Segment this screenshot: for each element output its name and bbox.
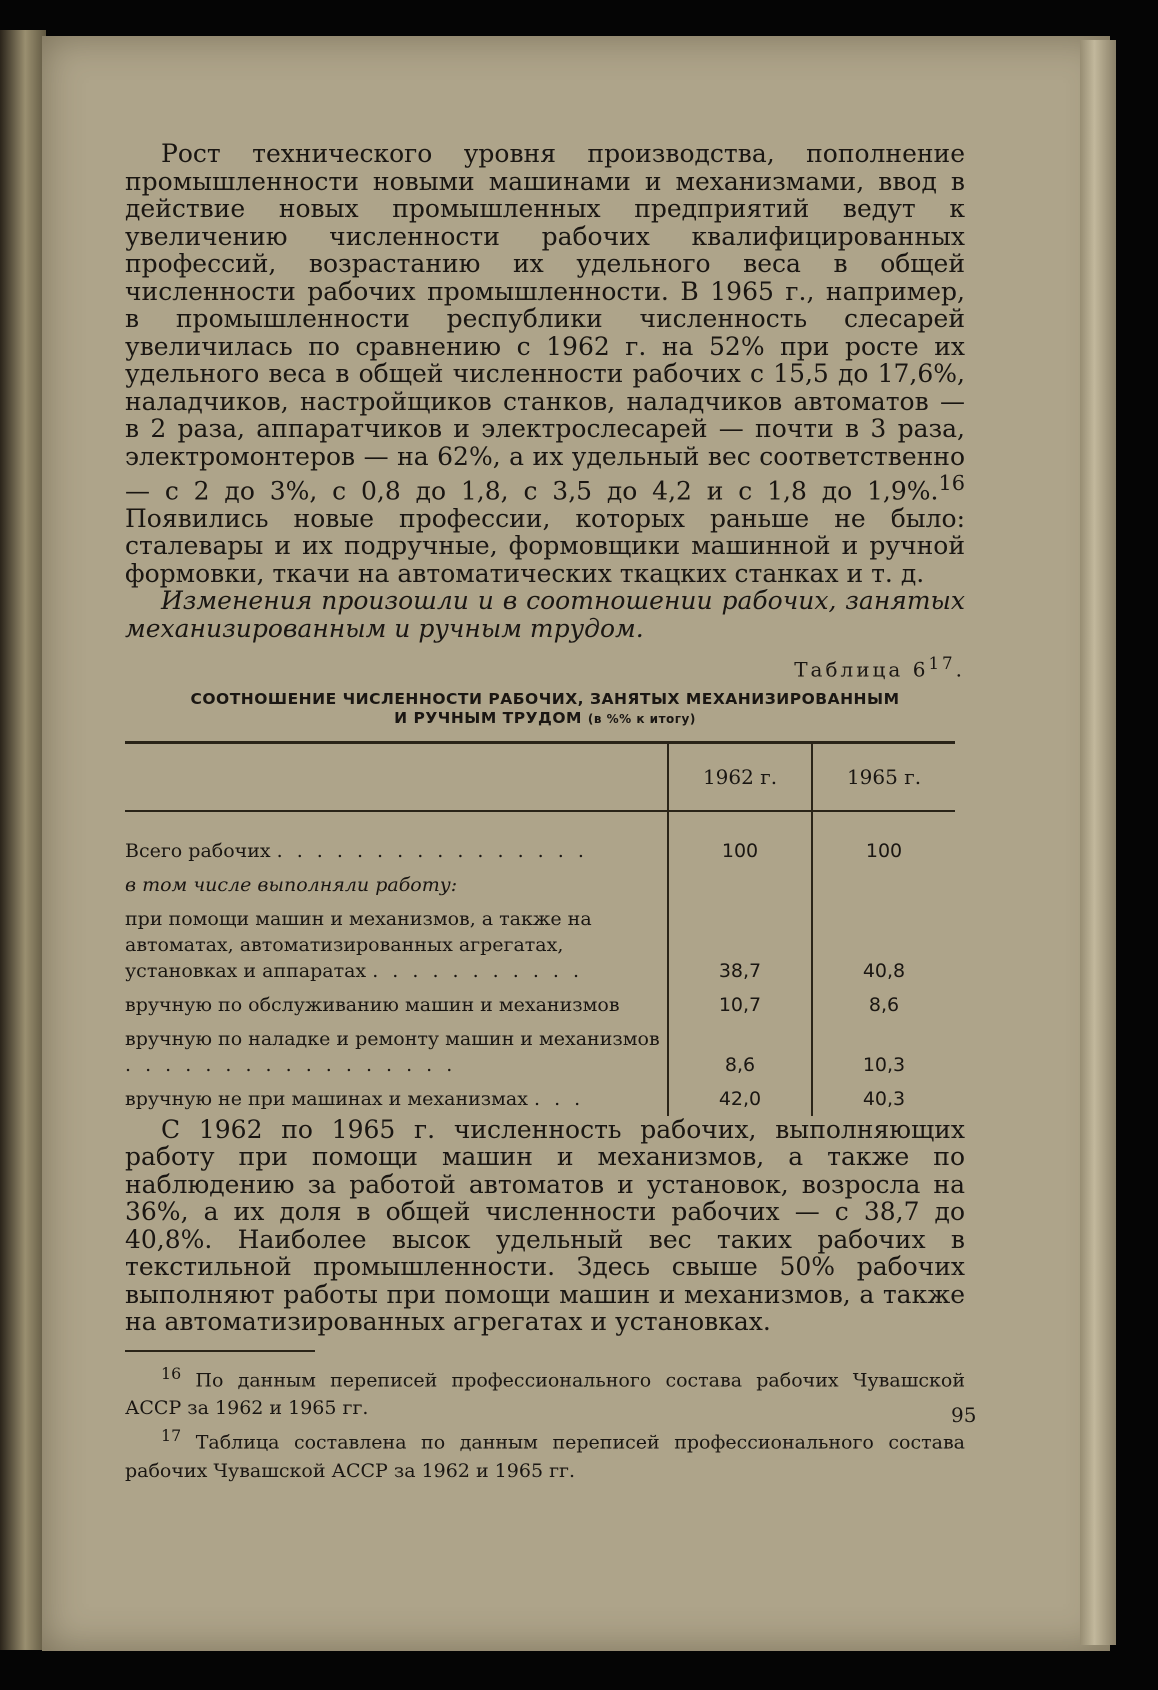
footnote-ref-17: 17 [928, 654, 956, 674]
cell-1965: 10,3 [812, 1022, 955, 1082]
cell-1962: 42,0 [668, 1082, 812, 1116]
cell-1965 [812, 868, 955, 902]
table-unit: (в %% к итогу) [587, 711, 696, 726]
footnote-mark: 17 [161, 1426, 182, 1446]
table-row [125, 902, 955, 988]
row-label: в том числе выполняли работу: [125, 873, 458, 896]
data-table [125, 741, 955, 1116]
table-row [125, 988, 955, 1022]
cell-1962: 100 [668, 834, 812, 868]
book-spine [0, 30, 46, 1650]
footnote-16: $^{16}$ По данным переписей профессионального состава рабочих Чувашской АССР за 1962 и 1965 гг. [125, 1363, 965, 1420]
table-title-line-2: И РУЧНЫМ ТРУДОМ (в %% к итогу) [394, 708, 696, 727]
row-label: при помощи машин и механизмов, а также на автоматах, автоматизированных агрегатах, установках и аппаратах . . . . . . . . . . . [125, 907, 592, 982]
footnote-ref-16: 16 [938, 471, 965, 495]
cell-1965: 8,6 [812, 988, 955, 1022]
leader-dots: . . . . . . . . . . . [372, 959, 584, 982]
cell-1962 [668, 868, 812, 902]
table-header-blank [125, 742, 668, 811]
table-row [125, 868, 955, 902]
row-label: вручную по наладке и ремонту машин и механизмов . . . . . . . . . . . . . . . . . [125, 1027, 660, 1076]
cell-1962: 38,7 [668, 902, 812, 988]
row-label: вручную по обслуживанию машин и механизмов [125, 993, 620, 1016]
paragraph-2: Изменения произошли и в соотношении рабочих, занятых механизированным и ручным трудом. [125, 586, 965, 643]
paragraph-1: Рост технического уровня производства, пополнение промышленности новыми машинами и механизмами, ввод в действие новых промышленных предприятий ведут к увеличению численности рабочих квалифицированных профессий, возрастанию их удельного веса в общей численности рабочих промышленности. В 1965 г., например, в промышленности республики численность слесарей увеличилась по сравнению с 1962 г. на 52% при росте их удельного веса в общей численности рабочих с 15,5 до 17,6%, наладчиков, настройщиков станков, наладчиков автоматов — в 2 раза, аппаратчиков и электрослесарей — почти в 3 раза, электромонтеров — на 62%, а их удельный вес соответственно — с 2 до 3%, с 0,8 до 1,8, с 3,5 до 4,2 и с 1,8 до 1,9%.$^{16}$ Появились новые профессии, которых раньше не было: сталевары и их подручные, формовщики машинной и ручной формовки, ткачи на автоматических ткацких станках и т. д. [125, 139, 965, 588]
row-label: вручную не при машинах и механизмах . . . [125, 1087, 585, 1110]
row-label: Всего рабочих . . . . . . . . . . . . . . . . [125, 839, 588, 862]
cell-1962: 10,7 [668, 988, 812, 1022]
table-row [125, 1082, 955, 1116]
table-header-1965: 1965 г. [812, 742, 955, 811]
table-row [125, 1022, 955, 1082]
footnote-17: $^{17}$ Таблица составлена по данным переписей профессионального состава рабочих Чувашской АССР за 1962 и 1965 гг. [125, 1426, 965, 1482]
page-number: 95 [951, 1403, 977, 1427]
footnote-rule [125, 1350, 315, 1352]
table-header-row [125, 742, 955, 811]
leader-dots: . . . . . . . . . . . . . . . . . [125, 1053, 457, 1076]
table-caption: Таблица $6^{17}$. [794, 654, 965, 682]
cell-1965: 40,3 [812, 1082, 955, 1116]
page-content [125, 140, 965, 1485]
leader-dots: . . . [534, 1087, 585, 1110]
leader-dots: . . . . . . . . . . . . . . . . [276, 839, 588, 862]
cell-1962: 8,6 [668, 1022, 812, 1082]
table-gap-row [125, 811, 955, 834]
table-title [125, 690, 965, 729]
table-header-1962: 1962 г. [668, 742, 812, 811]
cell-1965: 40,8 [812, 902, 955, 988]
table-row [125, 834, 955, 868]
cell-1965: 100 [812, 834, 955, 868]
footnote-mark: 16 [161, 1363, 182, 1383]
page-edge [1080, 40, 1116, 1645]
paragraph-3: С 1962 по 1965 г. численность рабочих, выполняющих работу при помощи машин и механизмов, а также по наблюдению за работой автоматов и установок, возросла на 36%, а их доля в общей численности рабочих — с 38,7 до 40,8%. Наиболее высок удельный вес таких рабочих в текстильной промышленности. Здесь свыше 50% рабочих выполняют работы при помощи машин и механизмов, а также на автоматизированных агрегатах и установках. [125, 1114, 965, 1337]
table-title-line-1: СООТНОШЕНИЕ ЧИСЛЕННОСТИ РАБОЧИХ, ЗАНЯТЫХ МЕХАНИЗИРОВАННЫМ [190, 689, 900, 708]
